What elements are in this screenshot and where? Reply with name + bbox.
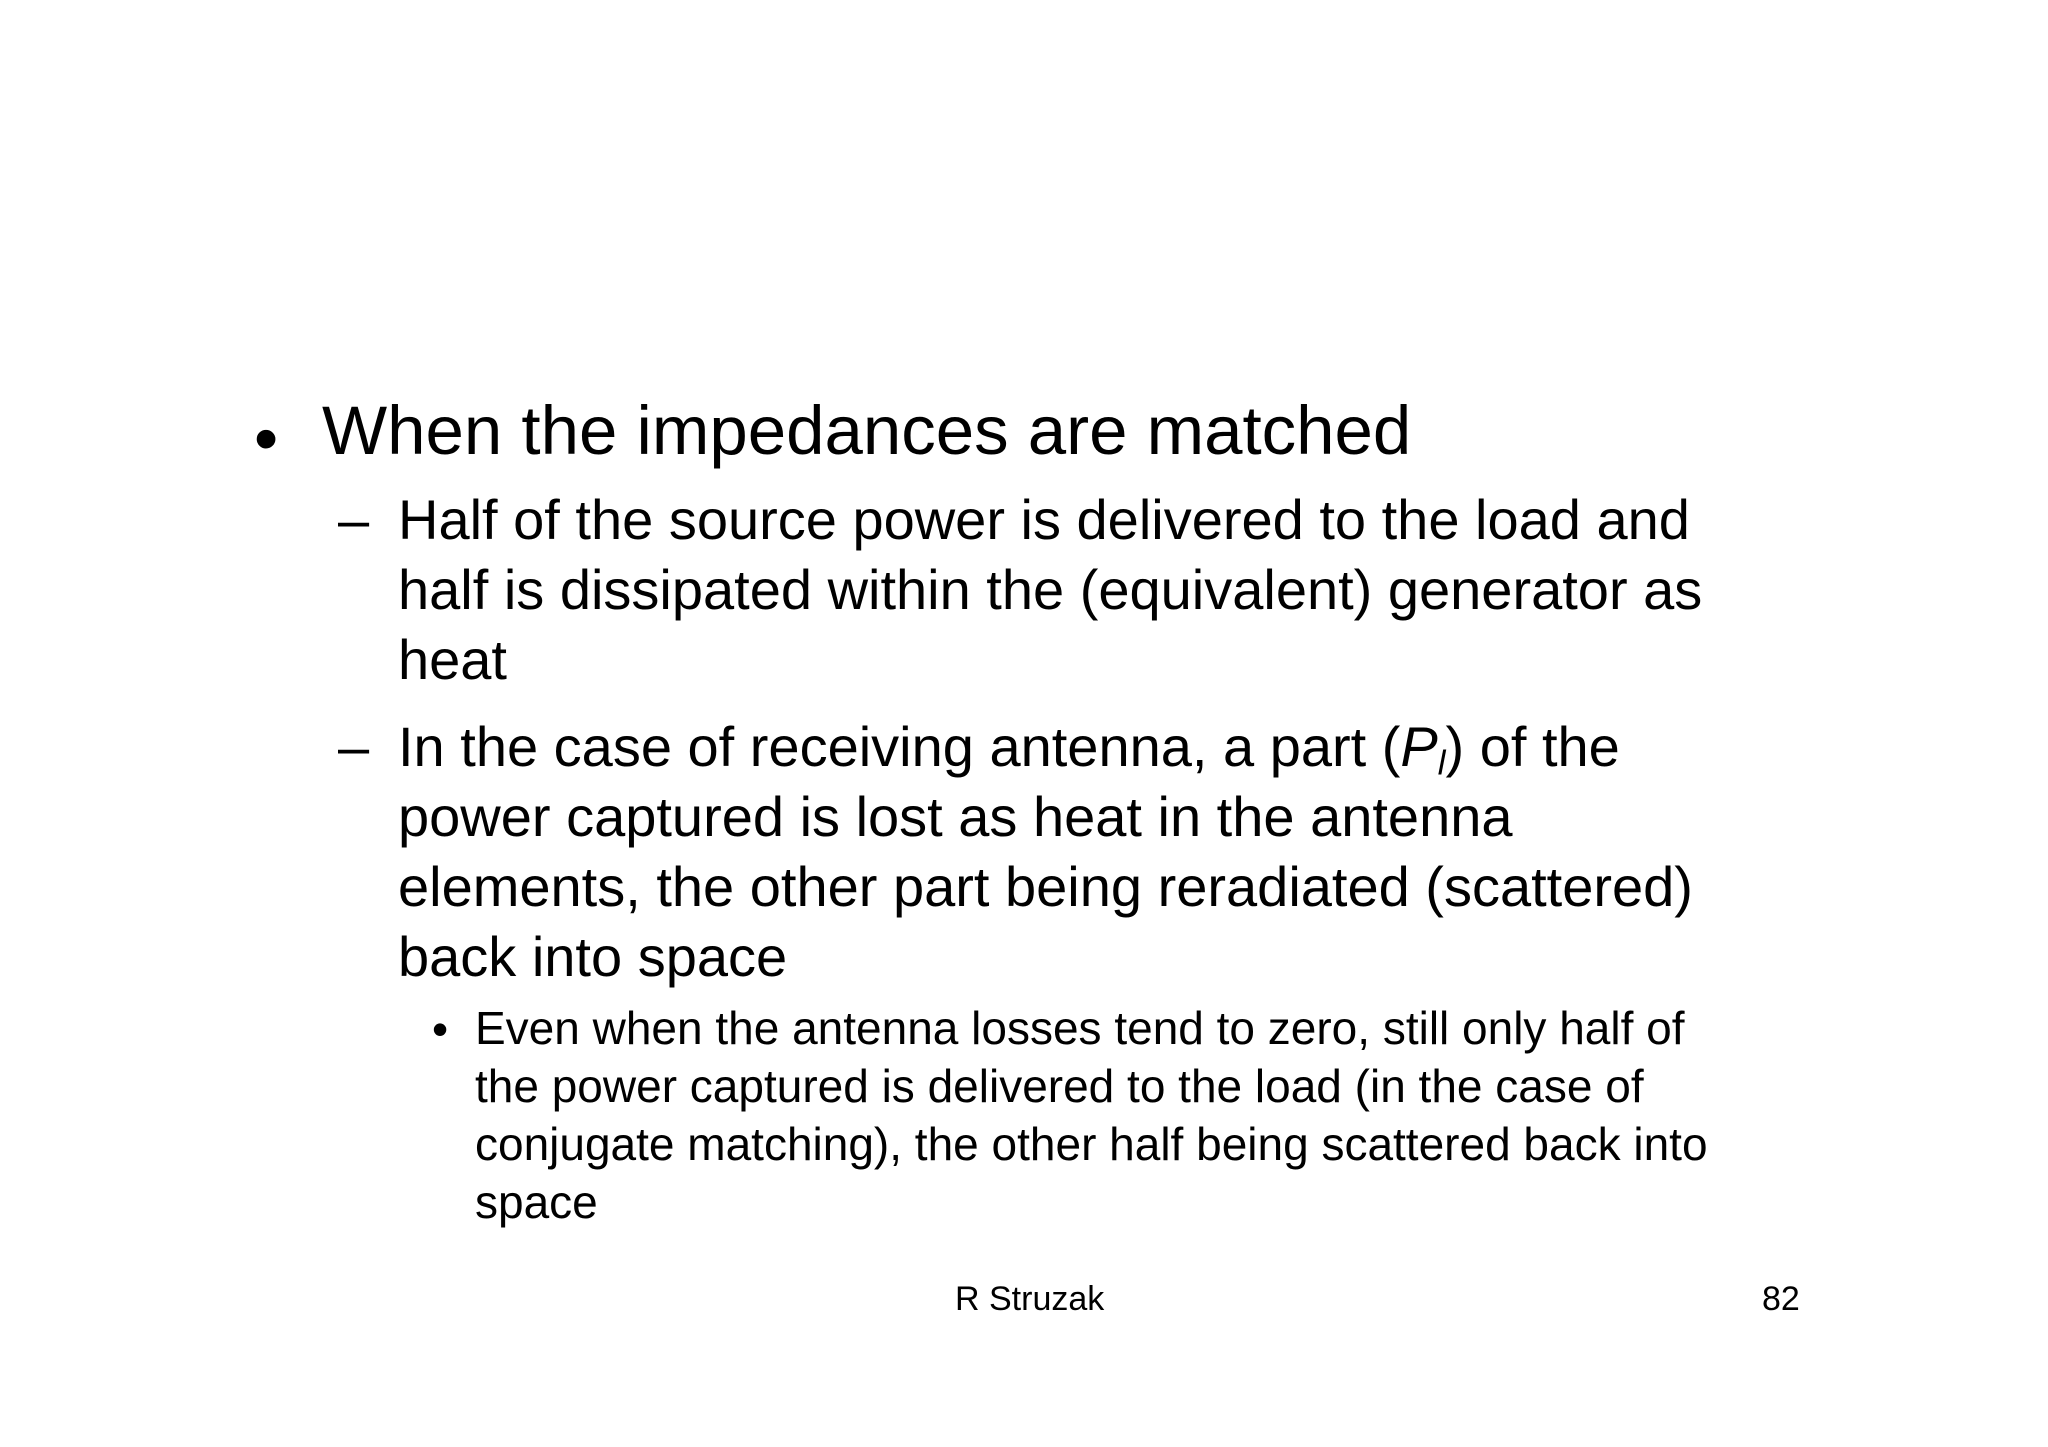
sub-sub-bullet-line: conjugate matching), the other half being scattered back into [475, 1118, 1708, 1170]
sub-bullet-line [398, 715, 1620, 783]
sub-bullet-text-after: ) of the [1445, 715, 1620, 778]
sub-bullet-line: elements, the other part being reradiated (scattered) [398, 855, 1693, 918]
sub-sub-bullet-line: the power captured is delivered to the load (in the case of [475, 1060, 1644, 1112]
bullet-marker: • [254, 400, 279, 477]
sub-sub-bullet-marker: • [432, 1003, 449, 1055]
sub-bullet-marker: – [338, 488, 370, 551]
sub-bullet-line: heat [398, 628, 507, 691]
power-loss-symbol: P [1400, 715, 1438, 778]
sub-bullet-line: Half of the source power is delivered to the load and [398, 488, 1690, 551]
sub-bullet-line: half is dissipated within the (equivalent) generator as [398, 558, 1703, 621]
sub-bullet-text-before: In the case of receiving antenna, a part ( [398, 715, 1401, 778]
page-number: 82 [1762, 1280, 1800, 1318]
sub-bullet-marker: – [338, 715, 370, 778]
sub-sub-bullet-line: space [475, 1176, 598, 1228]
bullet-text: When the impedances are matched [322, 392, 1412, 469]
sub-bullet-line: back into space [398, 925, 788, 988]
power-loss-subscript: l [1437, 744, 1446, 783]
sub-bullet-line: power captured is lost as heat in the antenna [398, 785, 1513, 848]
footer-author: R Struzak [955, 1280, 1105, 1318]
sub-sub-bullet-line: Even when the antenna losses tend to zero, still only half of [475, 1002, 1685, 1054]
